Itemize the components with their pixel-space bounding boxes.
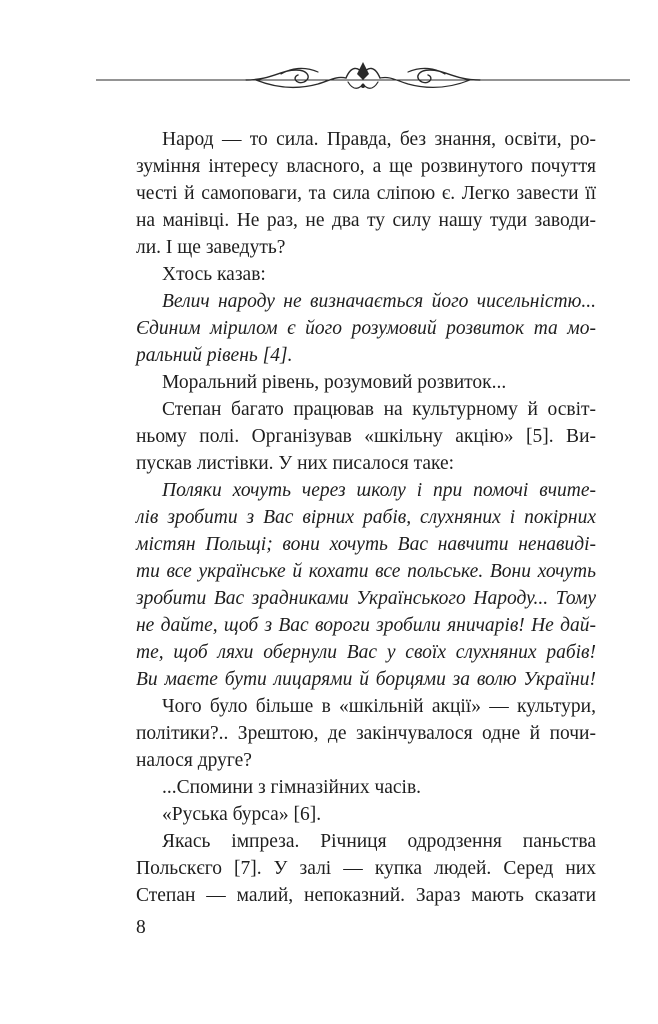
quote-line: зробити Вас зрадниками Українського Народу... Тому: [136, 588, 596, 609]
quote-line: Поляки хочуть через школу і при помочі вчите-: [162, 480, 596, 501]
quote-line: Ви маєте бути лицарями й борцями за волю України!: [136, 669, 596, 690]
paragraph-line: Моральний рівень, розумовий розвиток...: [162, 372, 507, 393]
paragraph-line: Степан багато працював на культурному й освіт-: [162, 399, 596, 420]
quote-line: не дайте, щоб з Вас вороги зробили яничарів! Не дай-: [136, 615, 596, 636]
paragraph-line: Хтось казав:: [162, 264, 266, 285]
quote-line: Велич народу не визначається його чисельністю...: [162, 291, 596, 312]
quote-line: містян Польщі; вони хочуть Вас навчити ненавиді-: [136, 534, 596, 555]
paragraph-line: Степан — малий, непоказний. Зараз мають сказати: [136, 885, 596, 906]
body-text: [136, 126, 596, 909]
paragraph-line: ли. І ще заведуть?: [136, 237, 286, 258]
page-number: 8: [136, 917, 146, 938]
paragraph-line: «Руська бурса» [6].: [162, 804, 322, 825]
paragraph-line: Чого було більше в «шкільній акції» — культури,: [162, 696, 596, 717]
paragraph-line: пускав листівки. У них писалося таке:: [136, 453, 455, 474]
quote-line: лів зробити з Вас вірних рабів, слухняних і покірних: [136, 507, 596, 528]
quote-line: ральний рівень [4].: [136, 345, 293, 366]
paragraph-line: Народ — то сила. Правда, без знання, освіти, ро-: [162, 129, 596, 150]
paragraph-line: налося друге?: [136, 750, 252, 771]
paragraph-line: ньому полі. Організував «шкільну акцію» [5]. Ви-: [136, 426, 596, 447]
paragraph-line: Якась імпреза. Річниця одродзення паньства: [162, 831, 596, 852]
quote-line: Єдиним мірилом є його розумовий розвиток та мо-: [136, 318, 596, 339]
paragraph-line: на манівці. Не раз, не два ту силу нашу туди заводи-: [136, 210, 596, 231]
paragraph-line: Польскєго [7]. У залі — купка людей. Серед них: [136, 858, 596, 879]
paragraph-line: політики?.. Зрештою, де закінчувалося одне й почи-: [136, 723, 596, 744]
decorative-ornament-divider: [96, 58, 630, 98]
paragraph-line: ...Спомини з гімназійних часів.: [162, 777, 422, 798]
paragraph-line: зуміння інтересу власного, а ще розвинутого почуття: [136, 156, 596, 177]
quote-line: ти все українське й кохати все польське. Вони хочуть: [136, 561, 596, 582]
quote-line: те, щоб ляхи обернули Вас у своїх слухняних рабів!: [136, 642, 596, 663]
paragraph-line: честі й самоповаги, та сила сліпою є. Легко завести її: [136, 183, 596, 204]
